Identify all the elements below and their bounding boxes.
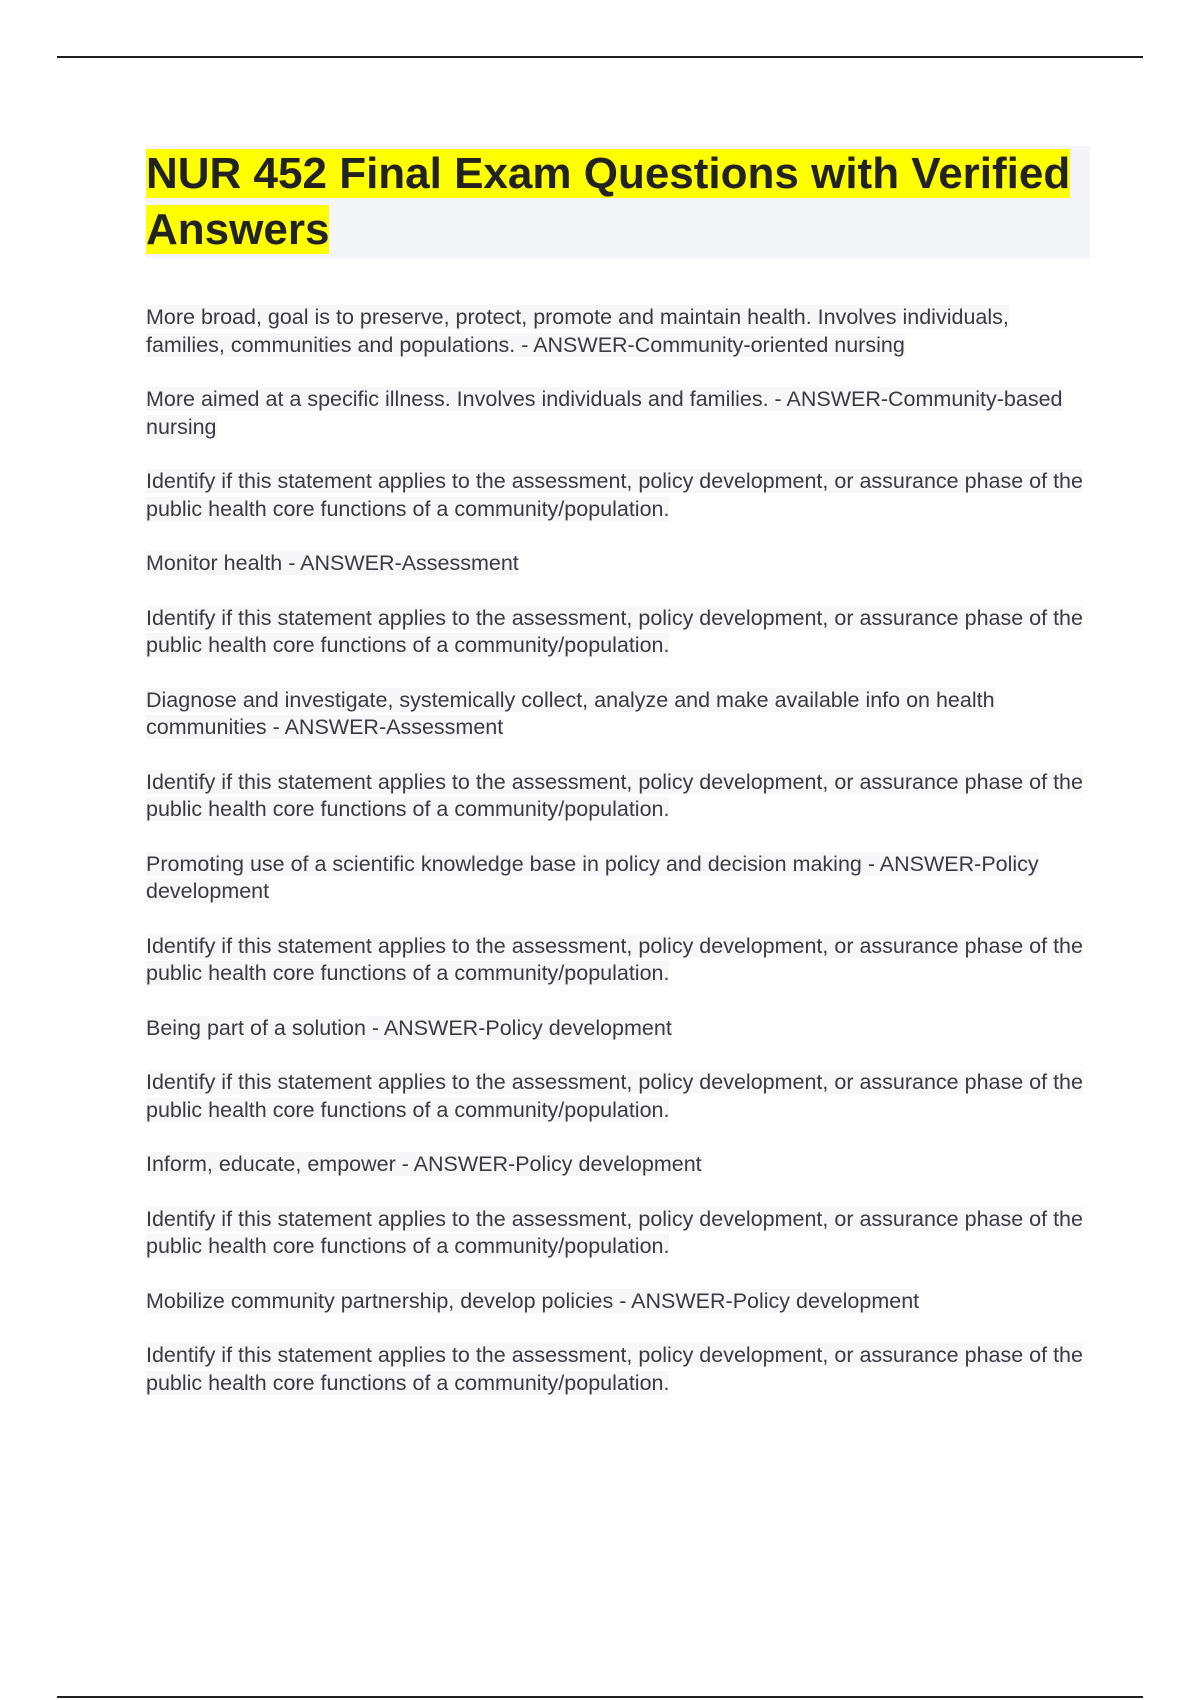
paragraph-text: Inform, educate, empower - ANSWER-Policy development (146, 1152, 702, 1176)
paragraph-text: Identify if this statement applies to the assessment, policy development, or assurance phase of the public health core functions of a community/population. (146, 1343, 1083, 1395)
qa-paragraph (146, 687, 1092, 742)
paragraph-text: Mobilize community partnership, develop policies - ANSWER-Policy development (146, 1288, 920, 1313)
qa-paragraph (146, 769, 1092, 824)
qa-paragraph (146, 1069, 1092, 1124)
title-block (146, 146, 1090, 258)
qa-paragraph (146, 304, 1092, 359)
paragraph-text: Identify if this statement applies to the assessment, policy development, or assurance phase of the public health core functions of a community/population. (146, 769, 1083, 821)
qa-paragraph (146, 468, 1092, 523)
top-rule (57, 56, 1143, 58)
paragraph-text: More broad, goal is to preserve, protect, promote and maintain health. Involves individuals, families, communities and populations. - ANSWER-Community-oriented nursing (146, 305, 1009, 357)
qa-paragraph (146, 1151, 1092, 1179)
qa-paragraph (146, 1342, 1092, 1397)
qa-paragraph (146, 550, 1092, 578)
paragraph-text: Monitor health - ANSWER-Assessment (146, 551, 519, 575)
document-title (146, 146, 1090, 258)
paragraph-text: Identify if this statement applies to the assessment, policy development, or assurance phase of the public health core functions of a community/population. (146, 933, 1083, 985)
bottom-rule (57, 1696, 1143, 1698)
paragraph-text: Diagnose and investigate, systemically collect, analyze and make available info on health communities - ANSWER-Assessment (146, 687, 995, 739)
document-title-text: NUR 452 Final Exam Questions with Verified Answers (146, 149, 1071, 254)
qa-paragraph (146, 1015, 1092, 1043)
paragraph-text: Identify if this statement applies to the assessment, policy development, or assurance phase of the public health core functions of a community/population. (146, 605, 1083, 657)
document-body (146, 146, 1092, 1424)
paragraph-text: Identify if this statement applies to the assessment, policy development, or assurance phase of the public health core functions of a community/population. (146, 1206, 1083, 1258)
qa-paragraph (146, 386, 1092, 441)
qa-paragraph (146, 1206, 1092, 1261)
qa-paragraph (146, 933, 1092, 988)
paragraph-text: Promoting use of a scientific knowledge base in policy and decision making - ANSWER-Policy development (146, 851, 1039, 903)
qa-paragraph (146, 851, 1092, 906)
paragraph-text: Being part of a solution - ANSWER-Policy development (146, 1015, 672, 1040)
paragraph-text: More aimed at a specific illness. Involves individuals and families. - ANSWER-Community-based nursing (146, 387, 1063, 439)
paragraph-text: Identify if this statement applies to the assessment, policy development, or assurance phase of the public health core functions of a community/population. (146, 1070, 1083, 1122)
qa-paragraph (146, 605, 1092, 660)
paragraph-text: Identify if this statement applies to the assessment, policy development, or assurance phase of the public health core functions of a community/population. (146, 469, 1083, 521)
qa-paragraph (146, 1288, 1092, 1316)
